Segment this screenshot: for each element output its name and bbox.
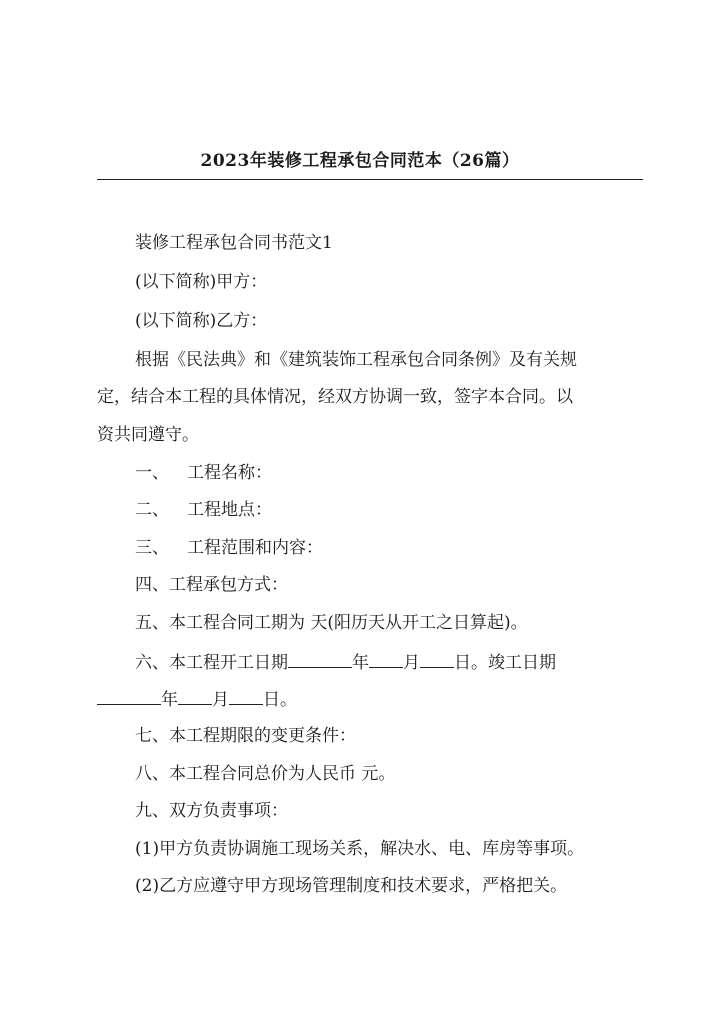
clause-1 — [135, 463, 695, 483]
clause-9: 九、双方负责事项： — [135, 801, 288, 821]
clause-5: 五、本工程合同工期为 天(阳历天从开工之日算起)。 — [135, 613, 528, 633]
clause-2-text: 工程地点： — [187, 500, 272, 520]
end-day-blank — [229, 688, 263, 705]
start-month-label: 月 — [403, 653, 420, 673]
start-year-label: 年 — [352, 653, 369, 673]
party-b-line: (以下简称)乙方： — [135, 311, 268, 331]
duty-item-1: (1)甲方负责协调施工现场关系，解决水、电、库房等事项。 — [135, 839, 585, 859]
start-month-blank — [369, 651, 403, 668]
duty-item-2: (2)乙方应遵守甲方现场管理制度和技术要求，严格把关。 — [135, 876, 568, 896]
clause-3-number: 三、 — [135, 538, 169, 558]
clause-3-text: 工程范围和内容： — [187, 538, 323, 558]
start-day-blank — [420, 651, 454, 668]
clause-8: 八、本工程合同总价为人民币 元。 — [135, 764, 396, 784]
clause-2-number: 二、 — [135, 500, 169, 520]
end-month-blank — [178, 688, 212, 705]
end-month-label: 月 — [212, 690, 229, 710]
clause-2 — [135, 500, 695, 520]
party-a-line: (以下简称)甲方： — [135, 272, 268, 292]
end-day-label: 日。 — [263, 690, 297, 710]
title-divider — [97, 179, 643, 180]
clause-3 — [135, 538, 695, 558]
clause-6-line-1 — [135, 651, 695, 673]
clause-6-prefix: 六、本工程开工日期 — [135, 653, 288, 673]
clause-6-line-2 — [97, 688, 657, 710]
end-year-blank — [97, 688, 161, 705]
intro-paragraph-line-2: 定，结合本工程的具体情况，经双方协调一致，签字本合同。以 — [97, 387, 573, 407]
clause-1-text: 工程名称： — [187, 463, 272, 483]
intro-paragraph-line-1: 根据《民法典》和《建筑装饰工程承包合同条例》及有关规 — [135, 350, 577, 370]
clause-7: 七、本工程期限的变更条件： — [135, 726, 356, 746]
start-year-blank — [288, 651, 352, 668]
intro-paragraph-line-3: 资共同遵守。 — [97, 425, 199, 445]
clause-4: 四、工程承包方式： — [135, 575, 288, 595]
clause-1-number: 一、 — [135, 463, 169, 483]
completion-date-label: 日。竣工日期 — [454, 653, 556, 673]
document-title: 2023年装修工程承包合同范本（26篇） — [200, 151, 520, 171]
contract-heading: 装修工程承包合同书范文1 — [135, 233, 333, 253]
end-year-label: 年 — [161, 690, 178, 710]
